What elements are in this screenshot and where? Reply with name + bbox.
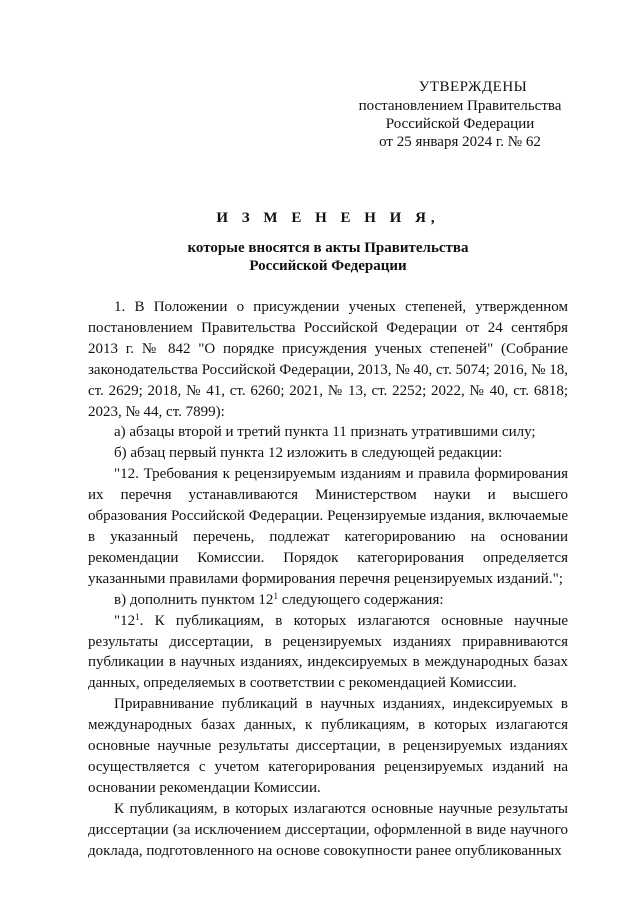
- paragraph-5-text-start: в) дополнить пунктом 12: [114, 591, 274, 608]
- paragraph-5-text-end: следующего содержания:: [277, 591, 444, 608]
- subtitle-line-1: которые вносятся в акты Правительства: [187, 240, 469, 256]
- document-subtitle: [88, 239, 568, 275]
- paragraph-7: Приравнивание публикаций в научных изданиях, индексируемых в международных базах данных, к публикациям, в которых излагаются основные научные результаты диссертации, в рецензируемых изданиях осуществляется с учетом категорирования рецензируемых изданий на основании рекомендации Комиссии.: [88, 696, 568, 796]
- paragraph-6: [88, 611, 568, 695]
- paragraph-6-superscript: 1: [135, 611, 140, 622]
- paragraph-8: К публикациям, в которых излагаются основные научные результаты диссертации (за исключением диссертации, оформленной в виде научного доклада, подготовленного на основе совокупности ранее опубликованных: [88, 800, 568, 859]
- approval-line-government: Российской Федерации: [385, 116, 535, 132]
- approval-block: [330, 78, 590, 151]
- subtitle-line-2: Российской Федерации: [249, 258, 407, 274]
- approval-heading: УТВЕРЖДЕНЫ: [418, 79, 528, 95]
- approval-line-date: от 25 января 2024 г. № 62: [379, 134, 541, 150]
- paragraph-4: "12. Требования к рецензируемым изданиям и правила формирования их перечня устанавливаются Министерством науки и высшего образования Российской Федерации. Рецензируемые издания, включаемые в указанный перечень, подлежат категорированию на основании рекомендации Комиссии. Порядок категорирования определяется указанными правилами формирования перечня рецензируемых изданий.";: [88, 466, 568, 587]
- paragraph-6-text-end: . К публикациям, в которых излагаются основные научные результаты диссертации, в рецензируемых изданиях приравниваются публикации в научных изданиях, индексируемых в международных базах данных, определяемых в соответствии с рекомендацией Комиссии.: [88, 612, 568, 692]
- paragraph-5: [88, 590, 568, 611]
- document-body: [88, 297, 568, 861]
- paragraph-3: б) абзац первый пункта 12 изложить в следующей редакции:: [114, 445, 503, 462]
- paragraph-1: 1. В Положении о присуждении ученых степеней, утвержденном постановлением Правительства Российской Федерации от 24 сентября 2013 г. № 842 "О порядке присуждения ученых степеней" (Собрание законодательства Российской Федерации, 2013, № 40, ст. 5074; 2016, № 18, ст. 2629; 2018, № 41, ст. 6260; 2021, № 13, ст. 2252; 2022, № 40, ст. 6818; 2023, № 44, ст. 7899):: [88, 299, 568, 420]
- document-title: И З М Е Н Е Н И Я,: [216, 210, 440, 226]
- approval-line-resolution: постановлением Правительства: [358, 98, 562, 114]
- paragraph-2: а) абзацы второй и третий пункта 11 признать утратившими силу;: [114, 424, 536, 441]
- paragraph-5-superscript: 1: [273, 590, 278, 601]
- paragraph-6-text-start: "12: [114, 612, 136, 629]
